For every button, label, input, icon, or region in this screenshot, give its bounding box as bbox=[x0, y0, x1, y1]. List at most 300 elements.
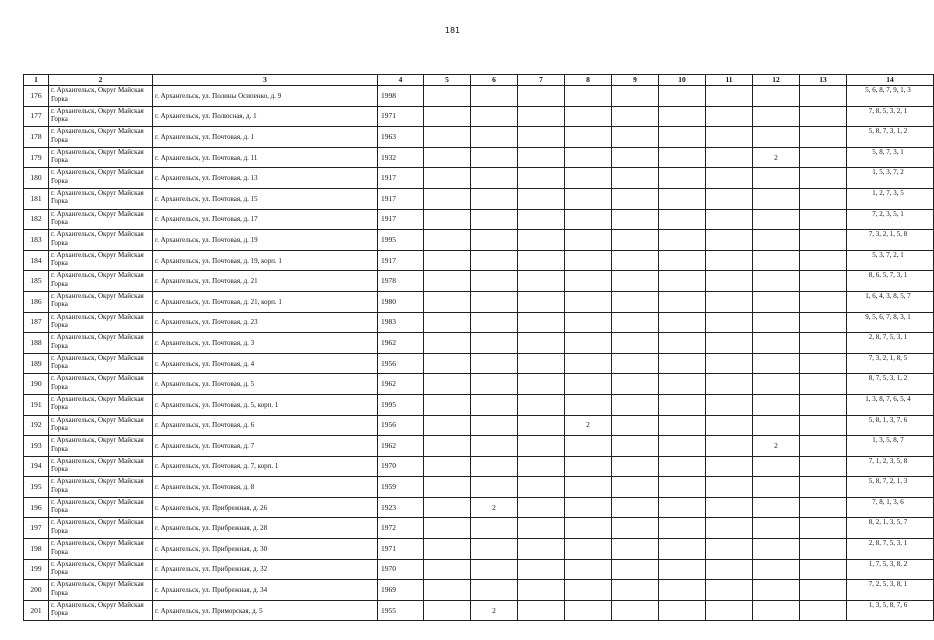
code-text: 8, 7, 5, 3, 1, 2 bbox=[868, 374, 908, 383]
value-cell-11 bbox=[706, 86, 753, 107]
value-cell-13 bbox=[800, 436, 847, 457]
district-cell: г. Архангельск, Округ Майская Горка bbox=[49, 312, 153, 333]
column-header: 11 bbox=[706, 75, 753, 86]
value-cell-9 bbox=[612, 415, 659, 436]
value-cell-12 bbox=[753, 168, 800, 189]
value-cell-8 bbox=[565, 456, 612, 477]
code-cell bbox=[847, 477, 934, 498]
value-cell-10 bbox=[659, 250, 706, 271]
value-cell-11 bbox=[706, 271, 753, 292]
value-cell-8 bbox=[565, 168, 612, 189]
value-cell-13 bbox=[800, 518, 847, 539]
value-cell-11 bbox=[706, 600, 753, 621]
value-cell-6: 2 bbox=[471, 497, 518, 518]
value-cell-8 bbox=[565, 250, 612, 271]
district-cell: г. Архангельск, Округ Майская Горка bbox=[49, 147, 153, 168]
column-header: 5 bbox=[424, 75, 471, 86]
district-cell: г. Архангельск, Округ Майская Горка bbox=[49, 209, 153, 230]
district-cell: г. Архангельск, Округ Майская Горка bbox=[49, 353, 153, 374]
value-cell-6 bbox=[471, 456, 518, 477]
code-cell bbox=[847, 147, 934, 168]
code-text: 7, 2, 5, 3, 8, 1 bbox=[868, 580, 908, 589]
value-cell-9 bbox=[612, 230, 659, 251]
value-cell-8 bbox=[565, 271, 612, 292]
value-cell-13 bbox=[800, 353, 847, 374]
value-cell-12 bbox=[753, 209, 800, 230]
value-cell-11 bbox=[706, 291, 753, 312]
district-cell: г. Архангельск, Округ Майская Горка bbox=[49, 188, 153, 209]
value-cell-6 bbox=[471, 477, 518, 498]
value-cell-13 bbox=[800, 600, 847, 621]
value-cell-6 bbox=[471, 147, 518, 168]
district-cell: г. Архангельск, Округ Майская Горка bbox=[49, 291, 153, 312]
address-cell: г. Архангельск, ул. Прибрежная, д. 28 bbox=[153, 518, 378, 539]
value-cell-10 bbox=[659, 518, 706, 539]
value-cell-10 bbox=[659, 600, 706, 621]
table-row bbox=[24, 518, 934, 539]
value-cell-6 bbox=[471, 230, 518, 251]
value-cell-12 bbox=[753, 271, 800, 292]
district-cell: г. Архангельск, Округ Майская Горка bbox=[49, 374, 153, 395]
value-cell-13 bbox=[800, 250, 847, 271]
value-cell-12 bbox=[753, 250, 800, 271]
value-cell-11 bbox=[706, 415, 753, 436]
value-cell-8 bbox=[565, 147, 612, 168]
address-cell: г. Архангельск, ул. Почтовая, д. 5 bbox=[153, 374, 378, 395]
value-cell-9 bbox=[612, 209, 659, 230]
value-cell-13 bbox=[800, 456, 847, 477]
value-cell-13 bbox=[800, 333, 847, 354]
code-text: 7, 8, 5, 3, 2, 1 bbox=[868, 106, 908, 115]
district-cell: г. Архангельск, Округ Майская Горка bbox=[49, 415, 153, 436]
value-cell-8 bbox=[565, 333, 612, 354]
year-cell: 1969 bbox=[378, 580, 424, 601]
value-cell-13 bbox=[800, 127, 847, 148]
value-cell-6 bbox=[471, 415, 518, 436]
value-cell-7 bbox=[518, 436, 565, 457]
address-cell: г. Архангельск, ул. Почтовая, д. 5, корп. 1 bbox=[153, 394, 378, 415]
value-cell-7 bbox=[518, 250, 565, 271]
code-text: 5, 3, 7, 2, 1 bbox=[872, 250, 904, 259]
value-cell-9 bbox=[612, 394, 659, 415]
value-cell-5 bbox=[424, 580, 471, 601]
value-cell-8: 2 bbox=[565, 415, 612, 436]
value-cell-8 bbox=[565, 188, 612, 209]
value-cell-11 bbox=[706, 477, 753, 498]
value-cell-6 bbox=[471, 580, 518, 601]
value-cell-5 bbox=[424, 333, 471, 354]
value-cell-8 bbox=[565, 209, 612, 230]
table-row bbox=[24, 86, 934, 107]
address-cell: г. Архангельск, ул. Почтовая, д. 11 bbox=[153, 147, 378, 168]
code-cell bbox=[847, 250, 934, 271]
value-cell-10 bbox=[659, 291, 706, 312]
value-cell-9 bbox=[612, 271, 659, 292]
value-cell-7 bbox=[518, 580, 565, 601]
value-cell-9 bbox=[612, 456, 659, 477]
value-cell-8 bbox=[565, 539, 612, 560]
year-cell: 1970 bbox=[378, 456, 424, 477]
year-cell: 1932 bbox=[378, 147, 424, 168]
value-cell-5 bbox=[424, 230, 471, 251]
value-cell-12 bbox=[753, 518, 800, 539]
value-cell-5 bbox=[424, 600, 471, 621]
value-cell-10 bbox=[659, 415, 706, 436]
table-row bbox=[24, 477, 934, 498]
code-text: 2, 8, 7, 5, 3, 1 bbox=[868, 333, 908, 342]
value-cell-6 bbox=[471, 106, 518, 127]
code-cell bbox=[847, 436, 934, 457]
year-cell: 1980 bbox=[378, 291, 424, 312]
code-text: 1, 3, 5, 8, 7 bbox=[872, 436, 904, 445]
row-number: 191 bbox=[24, 394, 49, 415]
value-cell-9 bbox=[612, 477, 659, 498]
row-number: 192 bbox=[24, 415, 49, 436]
value-cell-11 bbox=[706, 168, 753, 189]
value-cell-12: 2 bbox=[753, 436, 800, 457]
value-cell-13 bbox=[800, 271, 847, 292]
year-cell: 1978 bbox=[378, 271, 424, 292]
value-cell-10 bbox=[659, 374, 706, 395]
value-cell-12 bbox=[753, 291, 800, 312]
code-text: 8, 6, 5, 7, 3, 1 bbox=[868, 271, 908, 280]
value-cell-7 bbox=[518, 477, 565, 498]
address-cell: г. Архангельск, ул. Прибрежная, д. 34 bbox=[153, 580, 378, 601]
table-row bbox=[24, 230, 934, 251]
column-header: 2 bbox=[49, 75, 153, 86]
code-text: 1, 5, 3, 7, 2 bbox=[872, 168, 904, 177]
value-cell-9 bbox=[612, 580, 659, 601]
value-cell-6 bbox=[471, 394, 518, 415]
value-cell-13 bbox=[800, 312, 847, 333]
row-number: 179 bbox=[24, 147, 49, 168]
value-cell-9 bbox=[612, 353, 659, 374]
address-cell: г. Архангельск, ул. Почтовая, д. 6 bbox=[153, 415, 378, 436]
value-cell-8 bbox=[565, 106, 612, 127]
value-cell-13 bbox=[800, 477, 847, 498]
district-cell: г. Архангельск, Округ Майская Горка bbox=[49, 168, 153, 189]
value-cell-13 bbox=[800, 374, 847, 395]
value-cell-8 bbox=[565, 497, 612, 518]
value-cell-13 bbox=[800, 188, 847, 209]
value-cell-10 bbox=[659, 559, 706, 580]
column-header: 4 bbox=[378, 75, 424, 86]
address-cell: г. Архангельск, ул. Почтовая, д. 17 bbox=[153, 209, 378, 230]
code-cell bbox=[847, 312, 934, 333]
value-cell-10 bbox=[659, 86, 706, 107]
value-cell-5 bbox=[424, 291, 471, 312]
column-header: 10 bbox=[659, 75, 706, 86]
table-row bbox=[24, 456, 934, 477]
address-cell: г. Архангельск, ул. Почтовая, д. 15 bbox=[153, 188, 378, 209]
row-number: 183 bbox=[24, 230, 49, 251]
value-cell-7 bbox=[518, 394, 565, 415]
value-cell-7 bbox=[518, 168, 565, 189]
value-cell-9 bbox=[612, 497, 659, 518]
code-cell bbox=[847, 374, 934, 395]
district-cell: г. Архангельск, Округ Майская Горка bbox=[49, 230, 153, 251]
address-cell: г. Архангельск, ул. Почтовая, д. 21, корп. 1 bbox=[153, 291, 378, 312]
value-cell-5 bbox=[424, 539, 471, 560]
value-cell-5 bbox=[424, 477, 471, 498]
district-cell: г. Архангельск, Округ Майская Горка bbox=[49, 497, 153, 518]
code-cell bbox=[847, 127, 934, 148]
table-row bbox=[24, 271, 934, 292]
code-cell bbox=[847, 209, 934, 230]
row-number: 178 bbox=[24, 127, 49, 148]
value-cell-7 bbox=[518, 600, 565, 621]
value-cell-10 bbox=[659, 477, 706, 498]
value-cell-13 bbox=[800, 497, 847, 518]
year-cell: 1917 bbox=[378, 188, 424, 209]
code-text: 8, 2, 1, 3, 5, 7 bbox=[868, 518, 908, 527]
table-row bbox=[24, 168, 934, 189]
value-cell-7 bbox=[518, 209, 565, 230]
district-cell: г. Архангельск, Округ Майская Горка bbox=[49, 106, 153, 127]
code-text: 1, 2, 7, 3, 5 bbox=[872, 188, 904, 197]
address-cell: г. Архангельск, ул. Почтовая, д. 7 bbox=[153, 436, 378, 457]
code-cell bbox=[847, 106, 934, 127]
header-row bbox=[24, 75, 934, 86]
column-header: 1 bbox=[24, 75, 49, 86]
column-header: 14 bbox=[847, 75, 934, 86]
value-cell-6 bbox=[471, 250, 518, 271]
value-cell-11 bbox=[706, 436, 753, 457]
year-cell: 1959 bbox=[378, 477, 424, 498]
table-row bbox=[24, 497, 934, 518]
code-cell bbox=[847, 188, 934, 209]
value-cell-8 bbox=[565, 559, 612, 580]
value-cell-6 bbox=[471, 168, 518, 189]
value-cell-7 bbox=[518, 415, 565, 436]
code-text: 7, 8, 1, 3, 6 bbox=[872, 497, 904, 506]
code-text: 7, 1, 2, 3, 5, 8 bbox=[868, 456, 908, 465]
value-cell-5 bbox=[424, 168, 471, 189]
year-cell: 1917 bbox=[378, 168, 424, 189]
row-number: 197 bbox=[24, 518, 49, 539]
value-cell-7 bbox=[518, 86, 565, 107]
value-cell-11 bbox=[706, 106, 753, 127]
table-row bbox=[24, 559, 934, 580]
district-cell: г. Архангельск, Округ Майская Горка bbox=[49, 127, 153, 148]
address-cell: г. Архангельск, ул. Прибрежная, д. 32 bbox=[153, 559, 378, 580]
value-cell-8 bbox=[565, 580, 612, 601]
address-cell: г. Архангельск, ул. Почтовая, д. 23 bbox=[153, 312, 378, 333]
table-body bbox=[24, 86, 934, 621]
value-cell-10 bbox=[659, 147, 706, 168]
value-cell-9 bbox=[612, 106, 659, 127]
value-cell-8 bbox=[565, 518, 612, 539]
code-cell bbox=[847, 580, 934, 601]
value-cell-10 bbox=[659, 271, 706, 292]
value-cell-11 bbox=[706, 250, 753, 271]
code-cell bbox=[847, 353, 934, 374]
table-row bbox=[24, 333, 934, 354]
value-cell-12 bbox=[753, 333, 800, 354]
code-cell bbox=[847, 600, 934, 621]
value-cell-12: 2 bbox=[753, 147, 800, 168]
value-cell-7 bbox=[518, 127, 565, 148]
value-cell-13 bbox=[800, 86, 847, 107]
table-row bbox=[24, 250, 934, 271]
value-cell-6 bbox=[471, 127, 518, 148]
table-row bbox=[24, 188, 934, 209]
value-cell-10 bbox=[659, 353, 706, 374]
code-text: 7, 3, 2, 1, 5, 8 bbox=[868, 230, 908, 239]
page-number: 181 bbox=[444, 26, 461, 35]
value-cell-12 bbox=[753, 188, 800, 209]
table-row bbox=[24, 127, 934, 148]
code-cell bbox=[847, 518, 934, 539]
value-cell-12 bbox=[753, 127, 800, 148]
value-cell-10 bbox=[659, 188, 706, 209]
code-text: 1, 7, 5, 3, 8, 2 bbox=[868, 559, 908, 568]
value-cell-10 bbox=[659, 580, 706, 601]
district-cell: г. Архангельск, Округ Майская Горка bbox=[49, 86, 153, 107]
value-cell-9 bbox=[612, 518, 659, 539]
value-cell-11 bbox=[706, 333, 753, 354]
code-cell bbox=[847, 415, 934, 436]
value-cell-8 bbox=[565, 353, 612, 374]
value-cell-11 bbox=[706, 518, 753, 539]
value-cell-11 bbox=[706, 374, 753, 395]
address-cell: г. Архангельск, ул. Почтовая, д. 19, корп. 1 bbox=[153, 250, 378, 271]
column-header: 7 bbox=[518, 75, 565, 86]
district-cell: г. Архангельск, Округ Майская Горка bbox=[49, 271, 153, 292]
value-cell-9 bbox=[612, 374, 659, 395]
row-number: 201 bbox=[24, 600, 49, 621]
value-cell-12 bbox=[753, 312, 800, 333]
code-text: 1, 3, 8, 7, 6, 5, 4 bbox=[865, 394, 911, 403]
value-cell-11 bbox=[706, 147, 753, 168]
value-cell-5 bbox=[424, 209, 471, 230]
table-row bbox=[24, 312, 934, 333]
value-cell-7 bbox=[518, 374, 565, 395]
row-number: 187 bbox=[24, 312, 49, 333]
value-cell-9 bbox=[612, 600, 659, 621]
value-cell-7 bbox=[518, 559, 565, 580]
year-cell: 1995 bbox=[378, 230, 424, 251]
value-cell-5 bbox=[424, 271, 471, 292]
column-header: 8 bbox=[565, 75, 612, 86]
value-cell-10 bbox=[659, 436, 706, 457]
value-cell-5 bbox=[424, 250, 471, 271]
value-cell-12 bbox=[753, 415, 800, 436]
value-cell-6 bbox=[471, 291, 518, 312]
value-cell-9 bbox=[612, 539, 659, 560]
address-cell: г. Архангельск, ул. Почтовая, д. 3 bbox=[153, 333, 378, 354]
value-cell-12 bbox=[753, 86, 800, 107]
value-cell-12 bbox=[753, 230, 800, 251]
value-cell-5 bbox=[424, 312, 471, 333]
value-cell-7 bbox=[518, 147, 565, 168]
value-cell-10 bbox=[659, 497, 706, 518]
value-cell-10 bbox=[659, 209, 706, 230]
value-cell-9 bbox=[612, 127, 659, 148]
table-row bbox=[24, 415, 934, 436]
value-cell-6 bbox=[471, 374, 518, 395]
table-row bbox=[24, 394, 934, 415]
value-cell-5 bbox=[424, 394, 471, 415]
address-cell: г. Архангельск, ул. Почтовая, д. 21 bbox=[153, 271, 378, 292]
code-cell bbox=[847, 456, 934, 477]
address-cell: г. Архангельск, ул. Почтовая, д. 7, корп. 1 bbox=[153, 456, 378, 477]
value-cell-12 bbox=[753, 600, 800, 621]
year-cell: 1962 bbox=[378, 436, 424, 457]
value-cell-9 bbox=[612, 250, 659, 271]
value-cell-7 bbox=[518, 333, 565, 354]
value-cell-5 bbox=[424, 436, 471, 457]
row-number: 184 bbox=[24, 250, 49, 271]
row-number: 199 bbox=[24, 559, 49, 580]
value-cell-11 bbox=[706, 312, 753, 333]
year-cell: 1956 bbox=[378, 353, 424, 374]
value-cell-6 bbox=[471, 271, 518, 292]
year-cell: 1971 bbox=[378, 106, 424, 127]
year-cell: 1923 bbox=[378, 497, 424, 518]
code-cell bbox=[847, 497, 934, 518]
value-cell-5 bbox=[424, 147, 471, 168]
code-cell bbox=[847, 539, 934, 560]
district-cell: г. Архангельск, Округ Майская Горка bbox=[49, 539, 153, 560]
value-cell-9 bbox=[612, 436, 659, 457]
value-cell-5 bbox=[424, 127, 471, 148]
value-cell-10 bbox=[659, 333, 706, 354]
row-number: 186 bbox=[24, 291, 49, 312]
address-cell: г. Архангельск, ул. Почтовая, д. 13 bbox=[153, 168, 378, 189]
code-cell bbox=[847, 291, 934, 312]
value-cell-11 bbox=[706, 127, 753, 148]
value-cell-13 bbox=[800, 394, 847, 415]
value-cell-8 bbox=[565, 394, 612, 415]
value-cell-12 bbox=[753, 497, 800, 518]
value-cell-5 bbox=[424, 106, 471, 127]
code-text: 2, 8, 7, 5, 3, 1 bbox=[868, 539, 908, 548]
address-cell: г. Архангельск, ул. Приморская, д. 5 bbox=[153, 600, 378, 621]
value-cell-6 bbox=[471, 539, 518, 560]
column-header: 12 bbox=[753, 75, 800, 86]
code-cell bbox=[847, 168, 934, 189]
district-cell: г. Архангельск, Округ Майская Горка bbox=[49, 477, 153, 498]
value-cell-13 bbox=[800, 230, 847, 251]
value-cell-8 bbox=[565, 374, 612, 395]
year-cell: 1995 bbox=[378, 394, 424, 415]
row-number: 200 bbox=[24, 580, 49, 601]
value-cell-8 bbox=[565, 436, 612, 457]
value-cell-8 bbox=[565, 86, 612, 107]
value-cell-11 bbox=[706, 353, 753, 374]
code-text: 5, 8, 1, 3, 7, 6 bbox=[868, 415, 908, 424]
year-cell: 1971 bbox=[378, 539, 424, 560]
row-number: 196 bbox=[24, 497, 49, 518]
district-cell: г. Архангельск, Округ Майская Горка bbox=[49, 518, 153, 539]
value-cell-8 bbox=[565, 230, 612, 251]
value-cell-6 bbox=[471, 209, 518, 230]
value-cell-7 bbox=[518, 106, 565, 127]
row-number: 180 bbox=[24, 168, 49, 189]
district-cell: г. Архангельск, Округ Майская Горка bbox=[49, 394, 153, 415]
value-cell-7 bbox=[518, 271, 565, 292]
value-cell-6 bbox=[471, 518, 518, 539]
year-cell: 1970 bbox=[378, 559, 424, 580]
code-cell bbox=[847, 333, 934, 354]
value-cell-6 bbox=[471, 333, 518, 354]
code-text: 5, 8, 7, 2, 1, 3 bbox=[868, 477, 908, 486]
address-cell: г. Архангельск, ул. Почтовая, д. 1 bbox=[153, 127, 378, 148]
row-number: 195 bbox=[24, 477, 49, 498]
district-cell: г. Архангельск, Округ Майская Горка bbox=[49, 436, 153, 457]
table-row bbox=[24, 580, 934, 601]
